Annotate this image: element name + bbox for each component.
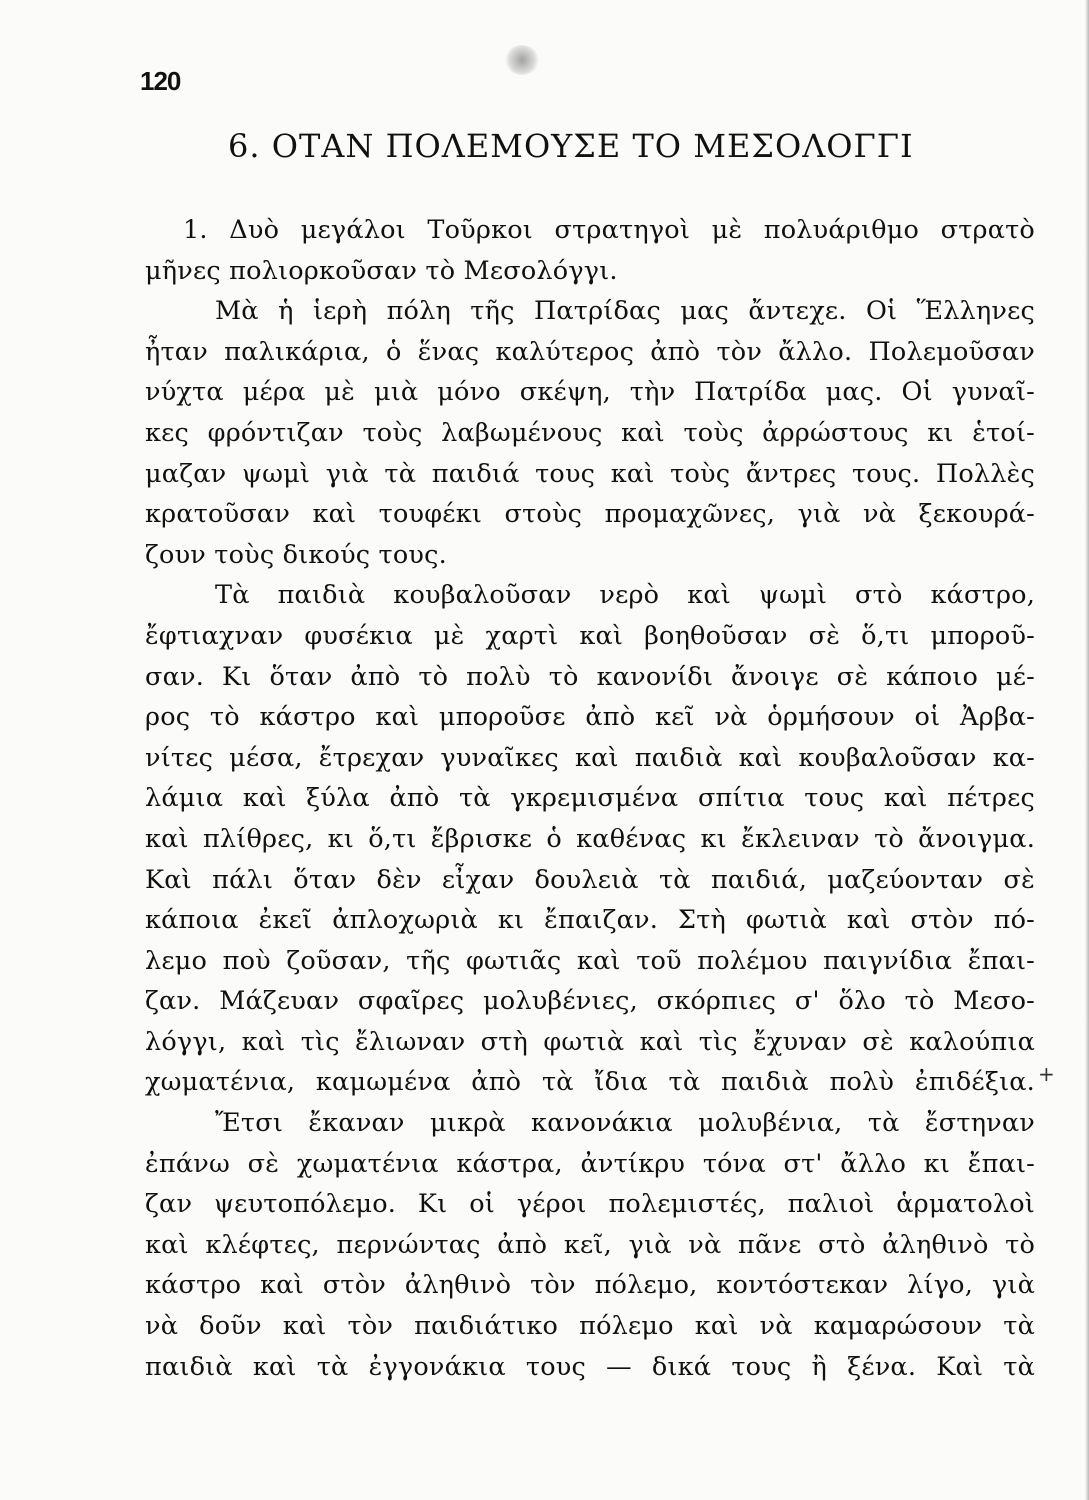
page-edge-shadow — [1085, 0, 1089, 1500]
text-line: Ἔτσι ἔκαναν μικρὰ κανονάκια μολυβένια, τὰ ἔστηναν — [215, 1108, 1035, 1139]
text-line: καὶ κλέφτες, περνώντας ἀπὸ κεῖ, γιὰ νὰ πᾶνε στὸ ἀληθινὸ τὸ — [145, 1229, 1035, 1260]
text-line: μῆνες πολιορκοῦσαν τὸ Μεσολόγγι. — [145, 255, 618, 286]
text-line: λεμο ποὺ ζοῦσαν, τῆς φωτιᾶς καὶ τοῦ πολέμου παιγνίδια ἔπαι- — [145, 945, 1035, 976]
text-line: ζουν τοὺς δικούς τους. — [145, 539, 447, 570]
text-line: ἦταν παλικάρια, ὁ ἕνας καλύτερος ἀπὸ τὸν ἄλλο. Πολεμοῦσαν — [145, 336, 1035, 367]
chapter-title: 6. ΟΤΑΝ ΠΟΛΕΜΟΥΣΕ ΤΟ ΜΕΣΟΛΟΓΓΙ — [228, 127, 914, 165]
text-line: ἐπάνω σὲ χωματένια κάστρα, ἀντίκρυ τόνα στ' ἄλλο κι ἔπαι- — [145, 1148, 1035, 1179]
text-line: νὰ δοῦν καὶ τὸν παιδιάτικο πόλεμο καὶ νὰ καμαρώσουν τὰ — [145, 1311, 1035, 1342]
text-line: καὶ πλίθρες, κι ὅ,τι ἔβρισκε ὁ καθένας κι ἔκλειναν τὸ ἄνοιγμα. — [145, 823, 1035, 854]
text-line: Καὶ πάλι ὅταν δὲν εἶχαν δουλειὰ τὰ παιδιά, μαζεύονταν σὲ — [145, 864, 1035, 895]
text-line: Τὰ παιδιὰ κουβαλοῦσαν νερὸ καὶ ψωμὶ στὸ κάστρο, — [215, 580, 1035, 611]
margin-tick-mark: + — [1038, 1062, 1055, 1086]
ink-smudge — [505, 45, 539, 75]
text-line: ἔφτιαχναν φυσέκια μὲ χαρτὶ καὶ βοηθοῦσαν σὲ ὅ,τι μποροῦ- — [145, 620, 1035, 651]
text-line: μαζαν ψωμὶ γιὰ τὰ παιδιά τους καὶ τοὺς ἄντρες τους. Πολλὲς — [145, 458, 1035, 489]
text-line: ζαν. Μάζευαν σφαῖρες μολυβένιες, σκόρπιες σ' ὅλο τὸ Μεσο- — [145, 986, 1035, 1017]
text-line: νύχτα μέρα μὲ μιὰ μόνο σκέψη, τὴν Πατρίδα μας. Οἱ γυναῖ- — [145, 377, 1035, 408]
text-line: λόγγι, καὶ τὶς ἔλιωναν στὴ φωτιὰ καὶ τὶς ἔχυναν σὲ καλούπια — [145, 1026, 1035, 1057]
text-line: νίτες μέσα, ἔτρεχαν γυναῖκες καὶ παιδιὰ καὶ κουβαλοῦσαν κα- — [145, 742, 1035, 773]
text-line: παιδιὰ καὶ τὰ ἐγγονάκια τους — δικά τους ἢ ξένα. Καὶ τὰ — [145, 1351, 1035, 1382]
text-line: κάστρο καὶ στὸν ἀληθινὸ τὸν πόλεμο, κοντόστεκαν λίγο, γιὰ — [145, 1270, 1035, 1301]
text-line: Μὰ ἡ ἱερὴ πόλη τῆς Πατρίδας μας ἄντεχε. Οἱ Ἕλληνες — [215, 296, 1035, 327]
text-line: κάποια ἐκεῖ ἀπλοχωριὰ κι ἔπαιζαν. Στὴ φωτιὰ καὶ στὸν πό- — [145, 905, 1035, 936]
text-line: ρος τὸ κάστρο καὶ μποροῦσε ἀπὸ κεῖ νὰ ὁρμήσουν οἱ Ἀρβα- — [145, 702, 1035, 733]
text-line: χωματένια, καμωμένα ἀπὸ τὰ ἴδια τὰ παιδιὰ πολὺ ἐπιδέξια. — [145, 1067, 1035, 1098]
text-line: κρατοῦσαν καὶ τουφέκι στοὺς προμαχῶνες, γιὰ νὰ ξεκουρά- — [145, 499, 1035, 530]
body-text — [145, 210, 1035, 1387]
text-line: ζαν ψευτοπόλεμο. Κι οἱ γέροι πολεμιστές, παλιοὶ ἁρματολοὶ — [145, 1189, 1035, 1220]
page-number: 120 — [140, 66, 181, 96]
text-line: σαν. Κι ὅταν ἀπὸ τὸ πολὺ τὸ κανονίδι ἄνοιγε σὲ κάποιο μέ- — [145, 661, 1035, 692]
text-line: 1. Δυὸ μεγάλοι Τοῦρκοι στρατηγοὶ μὲ πολυάριθμο στρατὸ — [183, 215, 1035, 245]
text-line: λάμια καὶ ξύλα ἀπὸ τὰ γκρεμισμένα σπίτια τους καὶ πέτρες — [145, 783, 1035, 814]
text-line: κες φρόντιζαν τοὺς λαβωμένους καὶ τοὺς ἀρρώστους κι ἑτοί- — [145, 417, 1035, 448]
